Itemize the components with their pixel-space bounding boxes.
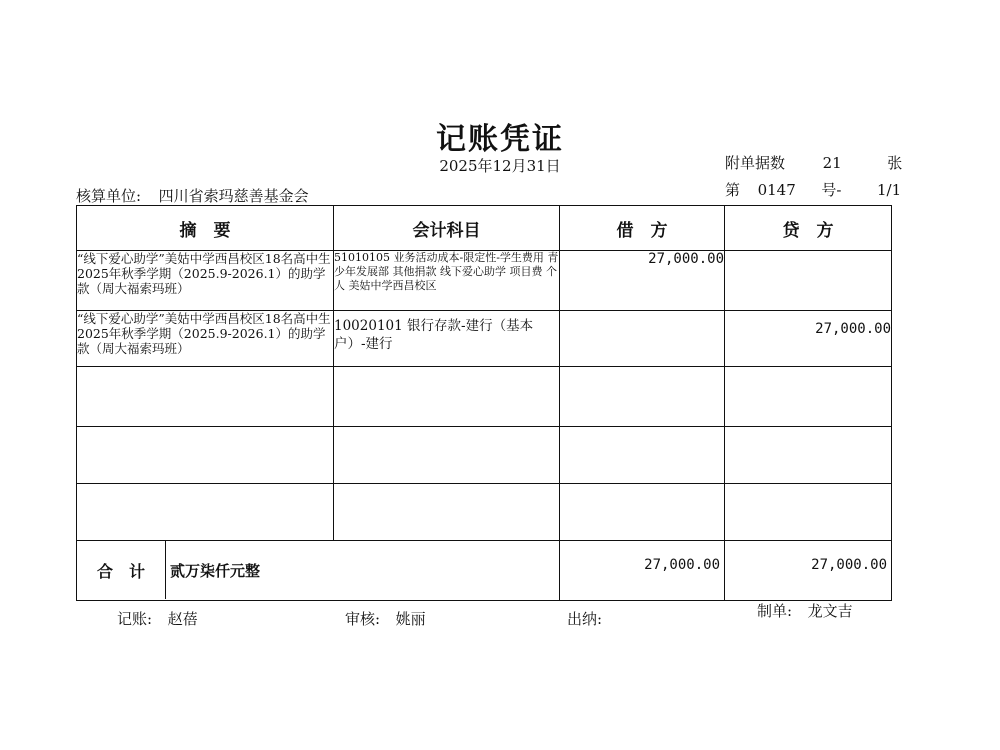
total-label-cell xyxy=(77,541,560,601)
col-account-header: 会计科目 xyxy=(334,206,560,251)
page-indicator: 1/1 xyxy=(876,181,902,199)
entry-debit xyxy=(560,311,725,367)
entry-summary: “线下爱心助学”美姑中学西昌校区18名高中生2025年秋季学期（2025.9-2026.1）的助学款（周大福索玛班） xyxy=(77,311,334,367)
total-label: 合 计 xyxy=(77,541,166,599)
voucher-title: 记账凭证 xyxy=(436,122,564,157)
col-summary-header: 摘 要 xyxy=(77,206,334,251)
total-row xyxy=(77,541,892,601)
entry-debit: 27,000.00 xyxy=(560,251,725,311)
signature-preparer xyxy=(757,600,853,621)
total-amount-words: 贰万柒仟元整 xyxy=(170,561,261,580)
number-prefix: 第 xyxy=(725,181,741,199)
voucher-number xyxy=(725,179,901,200)
table-row xyxy=(77,251,892,311)
empty-row xyxy=(77,484,892,541)
number-suffix: 号- xyxy=(821,181,842,199)
bookkeeper-name: 赵蓓 xyxy=(167,610,198,628)
reviewer-label: 审核: xyxy=(345,610,381,628)
total-debit: 27,000.00 xyxy=(560,541,725,601)
col-credit-header: 贷 方 xyxy=(725,206,892,251)
entry-account: 51010105 业务活动成本-限定性-学生费用 青少年发展部 其他捐款 线下爱心助学 项目费 个人 美姑中学西昌校区 xyxy=(334,251,560,311)
attachments-label: 附单据数 xyxy=(725,154,786,172)
col-debit-header: 借 方 xyxy=(560,206,725,251)
empty-row xyxy=(77,427,892,484)
attachments-count: 21 xyxy=(822,154,842,172)
signature-bookkeeper xyxy=(117,608,198,629)
accounting-unit xyxy=(76,185,309,206)
entry-account: 10020101 银行存款-建行（基本户）-建行 xyxy=(334,311,560,367)
voucher-date: 2025年12月31日 xyxy=(439,157,561,175)
bookkeeper-label: 记账: xyxy=(117,610,153,628)
table-row xyxy=(77,311,892,367)
cashier-label: 出纳: xyxy=(567,610,603,628)
header-row xyxy=(77,206,892,251)
unit-name: 四川省索玛慈善基金会 xyxy=(158,187,309,205)
entry-credit xyxy=(725,251,892,311)
number-value: 0147 xyxy=(757,181,796,199)
preparer-label: 制单: xyxy=(757,602,793,620)
reviewer-name: 姚丽 xyxy=(395,610,426,628)
unit-label: 核算单位: xyxy=(76,187,142,205)
empty-row xyxy=(77,367,892,427)
voucher-table xyxy=(76,205,892,601)
attachments-info xyxy=(725,152,902,173)
attachments-unit: 张 xyxy=(887,154,903,172)
entry-credit: 27,000.00 xyxy=(725,311,892,367)
preparer-name: 龙文吉 xyxy=(807,602,853,620)
signature-reviewer xyxy=(345,608,426,629)
entry-summary: “线下爱心助学”美姑中学西昌校区18名高中生2025年秋季学期（2025.9-2026.1）的助学款（周大福索玛班） xyxy=(77,251,334,311)
signature-cashier xyxy=(567,608,602,629)
total-credit: 27,000.00 xyxy=(725,541,892,601)
